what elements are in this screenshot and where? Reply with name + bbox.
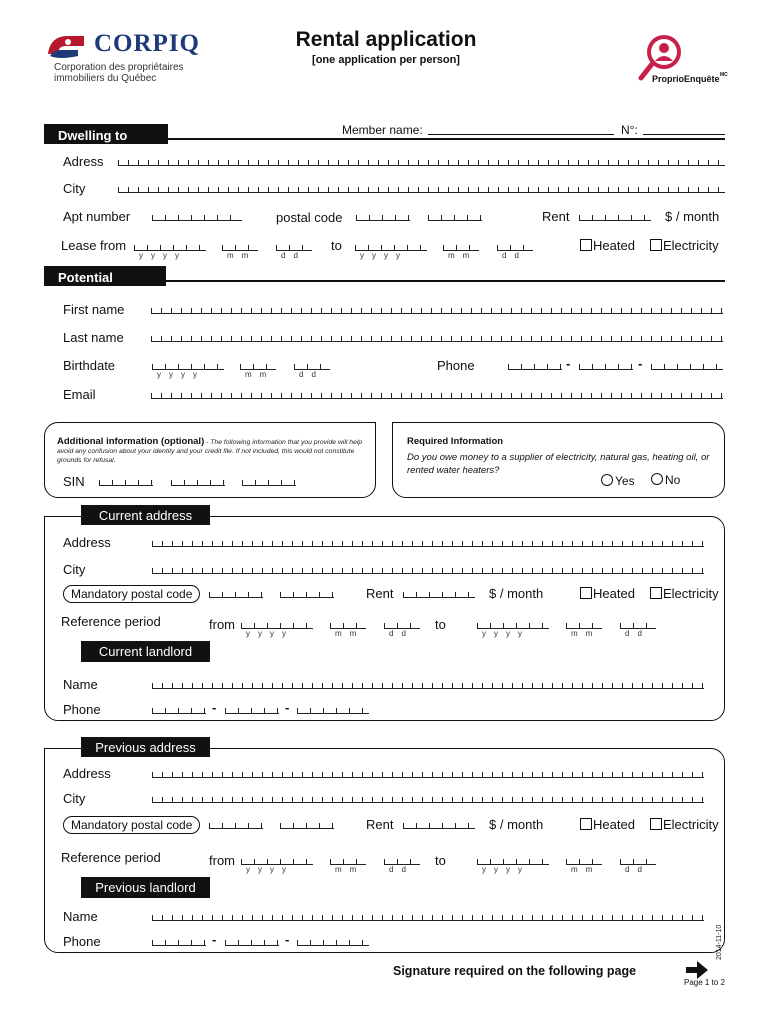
previous-to-year-hint: yyyy (482, 865, 530, 874)
previous-city-field[interactable] (152, 796, 704, 803)
checkbox-icon (580, 239, 592, 251)
arrow-right-icon[interactable] (685, 960, 709, 980)
current-landlord-name-label: Name (63, 677, 98, 692)
previous-address-field[interactable] (152, 771, 704, 778)
email-label: Email (63, 387, 96, 402)
brand-name: CORPIQ (94, 30, 200, 57)
birthdate-label: Birthdate (63, 358, 116, 373)
birth-day[interactable] (294, 363, 330, 370)
previous-per-month: $ / month (489, 817, 544, 832)
lease-to-month[interactable] (443, 244, 479, 251)
previous-rent-label: Rent (366, 817, 394, 832)
corpiq-emblem-icon (44, 32, 90, 62)
optional-info-text: Additional information (optional) - The following information that you provide will help avoid any confusion about your identity and your credit file. If not included, this would not constitute grounds for refusal. (57, 436, 363, 464)
member-name-field[interactable] (428, 134, 614, 135)
dash: - (212, 700, 217, 715)
brand-subtitle-1: Corporation des propriétaires (54, 62, 184, 73)
sin-field-2[interactable] (171, 479, 225, 486)
dwelling-rent-label: Rent (542, 209, 570, 224)
checkbox-icon (580, 587, 592, 599)
tenant-phone-label: Phone (437, 358, 475, 373)
current-landlord-phone-label: Phone (63, 702, 101, 717)
previous-from-day-hint: dd (389, 865, 414, 874)
section-potential-tenant: Potential tenant (44, 266, 166, 286)
optional-info-box (44, 422, 376, 498)
radio-icon (601, 474, 613, 486)
previous-postal-field-1[interactable] (209, 822, 263, 829)
current-to-year[interactable] (477, 622, 549, 629)
previous-landlord-phone-prefix[interactable] (225, 939, 279, 946)
previous-to-day-hint: dd (625, 865, 650, 874)
previous-city-label: City (63, 791, 86, 806)
dwelling-address-label: Adress (63, 154, 104, 169)
page-subtitle: [one application per person] (312, 54, 460, 66)
dash: - (566, 356, 571, 371)
checkbox-icon (650, 818, 662, 830)
current-landlord-phone-prefix[interactable] (225, 707, 279, 714)
previous-landlord-name-label: Name (63, 909, 98, 924)
brand-subtitle-2: immobiliers du Québec (54, 73, 157, 84)
current-from-label: from (209, 617, 235, 632)
previous-to-month-hint: mm (571, 865, 601, 874)
section-current-address: Current address (81, 505, 210, 525)
dwelling-postal-field-1[interactable] (356, 214, 410, 221)
lease-to-month-hint: mm (448, 251, 478, 260)
current-to-day-hint: dd (625, 629, 650, 638)
lease-to-year[interactable] (355, 244, 427, 251)
previous-to-month[interactable] (566, 858, 602, 865)
lease-from-label: Lease from (61, 238, 127, 253)
current-to-day[interactable] (620, 622, 656, 629)
current-to-year-hint: yyyy (482, 629, 530, 638)
apt-number-field[interactable] (152, 214, 242, 221)
lease-from-day[interactable] (276, 244, 312, 251)
page-number: Page 1 to 2 (684, 978, 725, 987)
member-number-label: N°: (621, 123, 638, 137)
signature-note: Signature required on the following page (393, 964, 637, 978)
apt-number-label: Apt number (63, 209, 131, 224)
birth-month[interactable] (240, 363, 276, 370)
current-city-field[interactable] (152, 567, 704, 574)
dash: - (285, 700, 290, 715)
page-title: Rental application (295, 28, 477, 51)
first-name-label: First name (63, 302, 125, 317)
first-name-field[interactable] (151, 307, 723, 314)
sin-label: SIN (63, 474, 85, 489)
previous-from-year[interactable] (241, 858, 313, 865)
current-per-month: $ / month (489, 586, 544, 601)
current-to-label: to (435, 617, 446, 632)
current-to-month[interactable] (566, 622, 602, 629)
partner-name: ProprioEnquête (652, 74, 720, 84)
dwelling-city-label: City (63, 181, 86, 196)
current-from-year[interactable] (241, 622, 313, 629)
current-from-year-hint: yyyy (246, 629, 294, 638)
current-landlord-phone-line[interactable] (297, 707, 369, 714)
previous-from-label: from (209, 853, 235, 868)
corpiq-logo (44, 30, 200, 90)
section-previous-landlord: Previous landlord (81, 877, 210, 898)
divider (166, 280, 725, 282)
current-electricity-checkbox[interactable]: Electricity (650, 586, 719, 601)
current-from-day-hint: dd (389, 629, 414, 638)
dash: - (285, 932, 290, 947)
section-dwelling-to-rent: Dwelling to rent (44, 124, 168, 144)
dwelling-electricity-checkbox[interactable]: Electricity (650, 238, 719, 253)
date-code: 2014-11-10 (716, 924, 723, 960)
dash: - (638, 356, 643, 371)
lease-from-day-hint: dd (281, 251, 306, 260)
previous-postal-field-2[interactable] (280, 822, 334, 829)
previous-landlord-name-field[interactable] (152, 914, 704, 921)
previous-to-day[interactable] (620, 858, 656, 865)
current-landlord-name-field[interactable] (152, 682, 704, 689)
current-city-label: City (63, 562, 86, 577)
previous-ref-period-label: Reference period (61, 850, 161, 865)
required-info-box (392, 422, 725, 498)
dwelling-rent-field[interactable] (579, 214, 651, 221)
previous-landlord-phone-line[interactable] (297, 939, 369, 946)
required-yes-radio[interactable]: Yes (601, 474, 635, 488)
current-rent-label: Rent (366, 586, 394, 601)
birth-year-hint: yyyy (157, 370, 205, 379)
previous-to-year[interactable] (477, 858, 549, 865)
checkbox-icon (580, 818, 592, 830)
lease-from-month-hint: mm (227, 251, 257, 260)
previous-postal-label: Mandatory postal code (63, 816, 200, 834)
tenant-phone-line[interactable] (651, 363, 723, 370)
current-from-month[interactable] (330, 622, 366, 629)
divider (168, 138, 725, 140)
dwelling-address-field[interactable] (118, 159, 725, 166)
lease-from-year-hint: yyyy (139, 251, 187, 260)
birth-year[interactable] (152, 363, 224, 370)
previous-electricity-checkbox[interactable]: Electricity (650, 817, 719, 832)
current-landlord-phone-area[interactable] (152, 707, 206, 714)
lease-to-label: to (331, 238, 342, 253)
previous-heated-checkbox[interactable]: Heated (580, 817, 635, 832)
section-previous-address: Previous address (81, 737, 210, 757)
lease-to-day-hint: dd (502, 251, 527, 260)
partner-mark: MC (720, 72, 728, 78)
proprioenquete-logo (636, 32, 736, 88)
lease-from-year[interactable] (134, 244, 206, 251)
current-from-month-hint: mm (335, 629, 365, 638)
checkbox-icon (650, 587, 662, 599)
current-to-month-hint: mm (571, 629, 601, 638)
dwelling-postal-field-2[interactable] (428, 214, 482, 221)
required-no-radio[interactable]: No (651, 473, 680, 487)
previous-from-month[interactable] (330, 858, 366, 865)
sin-field-1[interactable] (99, 479, 153, 486)
email-field[interactable] (151, 392, 723, 399)
lease-from-month[interactable] (222, 244, 258, 251)
tenant-phone-area[interactable] (508, 363, 562, 370)
dwelling-city-field[interactable] (118, 186, 725, 193)
current-address-field[interactable] (152, 540, 704, 547)
previous-from-day[interactable] (384, 858, 420, 865)
previous-to-label: to (435, 853, 446, 868)
tenant-phone-prefix[interactable] (579, 363, 633, 370)
current-heated-checkbox[interactable]: Heated (580, 586, 635, 601)
last-name-label: Last name (63, 330, 124, 345)
radio-icon (651, 473, 663, 485)
birth-month-hint: mm (245, 370, 275, 379)
previous-landlord-phone-area[interactable] (152, 939, 206, 946)
birth-day-hint: dd (299, 370, 324, 379)
required-info-title: Required Information (407, 436, 504, 447)
current-ref-period-label: Reference period (61, 614, 161, 629)
required-info-question: Do you owe money to a supplier of electricity, natural gas, heating oil, or rented water heaters? (407, 452, 710, 476)
previous-address-label: Address (63, 766, 111, 781)
current-postal-field-2[interactable] (280, 591, 334, 598)
previous-from-month-hint: mm (335, 865, 365, 874)
previous-from-year-hint: yyyy (246, 865, 294, 874)
dash: - (212, 932, 217, 947)
sin-field-3[interactable] (242, 479, 296, 486)
dwelling-per-month: $ / month (665, 209, 720, 224)
section-current-landlord: Current landlord (81, 641, 210, 662)
current-from-day[interactable] (384, 622, 420, 629)
lease-to-year-hint: yyyy (360, 251, 408, 260)
previous-landlord-phone-label: Phone (63, 934, 101, 949)
current-address-label: Address (63, 535, 111, 550)
lease-to-day[interactable] (497, 244, 533, 251)
member-name-label: Member name: (342, 123, 423, 137)
member-number-field[interactable] (643, 134, 725, 135)
checkbox-icon (650, 239, 662, 251)
current-postal-label: Mandatory postal code (63, 585, 200, 603)
dwelling-heated-checkbox[interactable]: Heated (580, 238, 635, 253)
dwelling-postal-label: postal code (276, 210, 343, 225)
current-rent-field[interactable] (403, 591, 475, 598)
previous-rent-field[interactable] (403, 822, 475, 829)
last-name-field[interactable] (151, 335, 723, 342)
current-postal-field-1[interactable] (209, 591, 263, 598)
